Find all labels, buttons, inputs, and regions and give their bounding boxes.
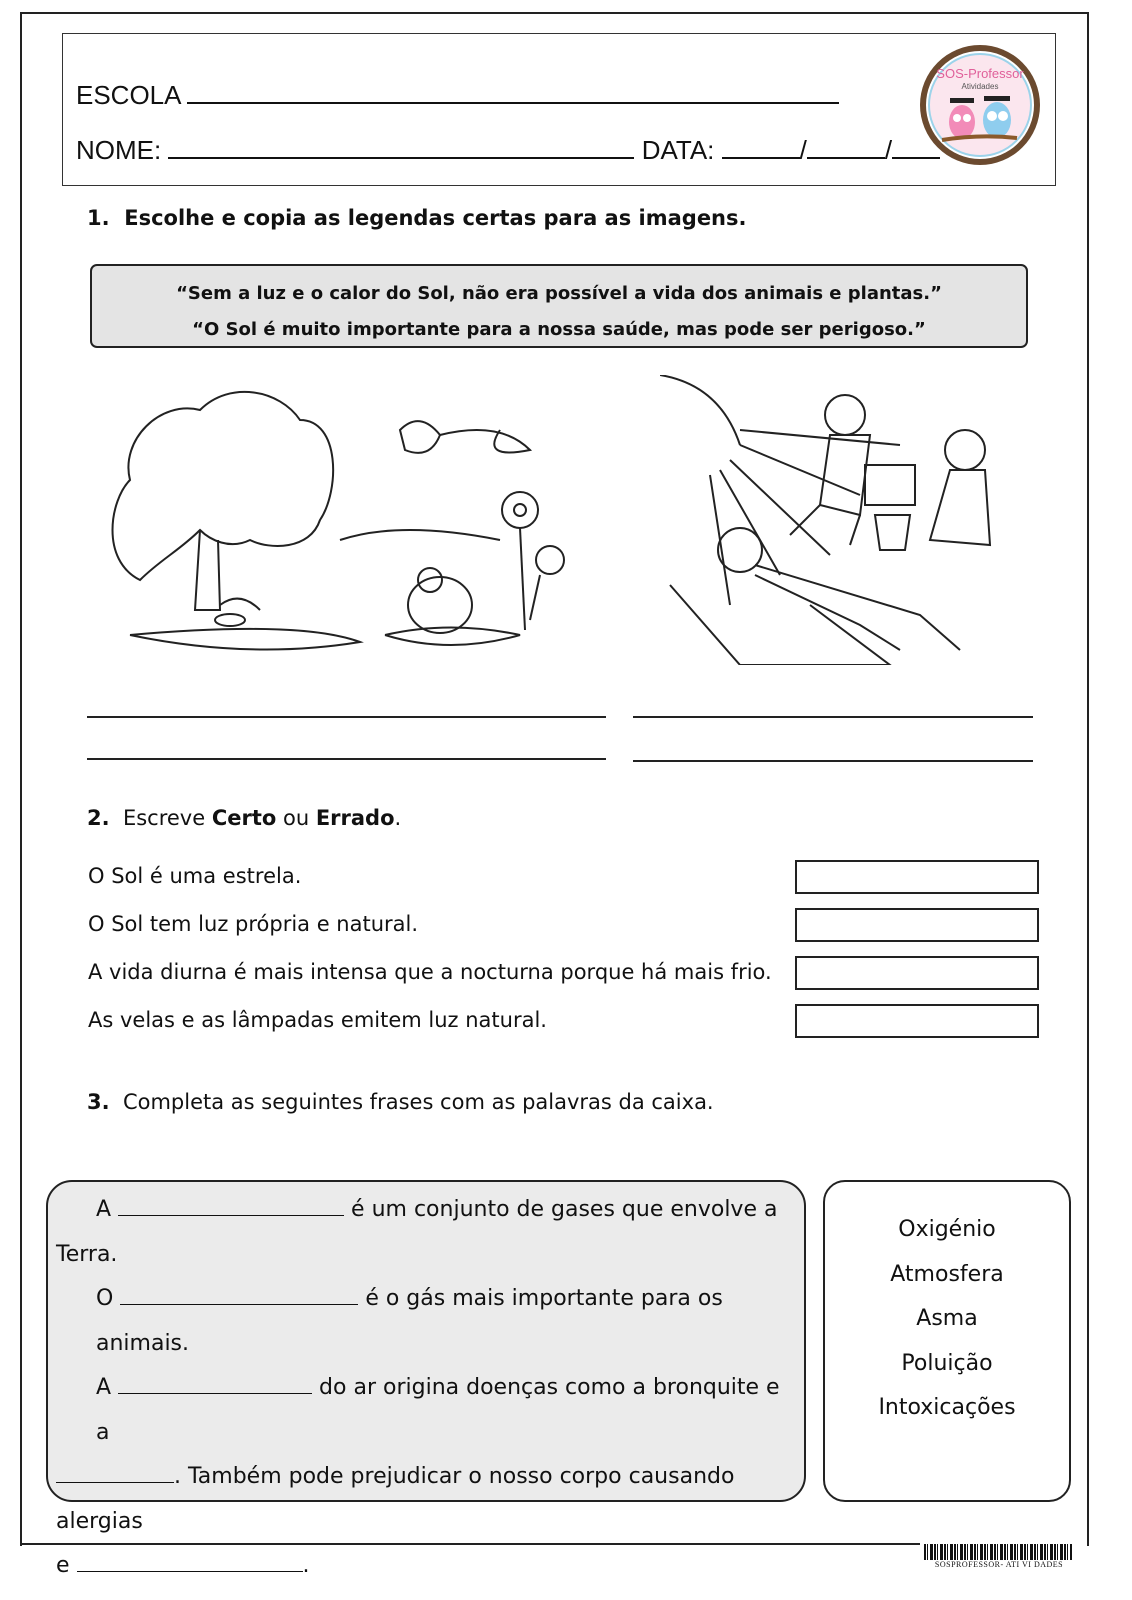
word-bank-item: Oxigénio bbox=[898, 1217, 996, 1242]
answer-box[interactable] bbox=[795, 908, 1039, 942]
blank[interactable] bbox=[118, 1190, 344, 1216]
date-label: DATA: bbox=[641, 135, 715, 165]
fill-in-sentences-box: A é um conjunto de gases que envolve a Terra. O é o gás mais importante para os animais. A do ar origina doenças como a bronquite e a . Também pode prejudicar o nosso corpo causando alergias e . bbox=[46, 1180, 806, 1502]
answer-line[interactable] bbox=[87, 716, 606, 718]
name-label: NOME: bbox=[76, 135, 162, 165]
name-field[interactable]: NOME: DATA: / / bbox=[76, 135, 940, 166]
caption-option: “O Sol é muito importante para a nossa saúde, mas pode ser perigoso.” bbox=[192, 319, 926, 340]
barcode-text: SOSPROFESSOR- ATI VI DADES bbox=[934, 1560, 1064, 1569]
answer-line[interactable] bbox=[87, 758, 606, 760]
blank[interactable] bbox=[120, 1279, 358, 1305]
nature-illustration bbox=[100, 380, 590, 670]
q2-title: 2. Escreve Certo ou Errado. bbox=[87, 806, 402, 830]
statement: A vida diurna é mais intensa que a nocturna porque há mais frio. bbox=[88, 960, 772, 984]
q1-title: 1. Escolhe e copia as legendas certas para as imagens. bbox=[87, 206, 747, 230]
statement: O Sol tem luz própria e natural. bbox=[88, 912, 419, 936]
blank[interactable] bbox=[118, 1368, 312, 1394]
word-bank-item: Intoxicações bbox=[878, 1395, 1016, 1420]
beach-sun-illustration bbox=[660, 375, 1005, 665]
word-bank-item: Asma bbox=[916, 1306, 978, 1331]
word-bank-item: Atmosfera bbox=[890, 1261, 1004, 1287]
answer-line[interactable] bbox=[633, 716, 1033, 718]
sos-professor-logo bbox=[917, 42, 1043, 168]
caption-options-box bbox=[90, 264, 1028, 348]
q3-title: 3. Completa as seguintes frases com as palavras da caixa. bbox=[87, 1090, 714, 1114]
word-bank-box bbox=[823, 1180, 1071, 1502]
answer-box[interactable] bbox=[795, 860, 1039, 894]
blank[interactable] bbox=[77, 1546, 303, 1572]
answer-box[interactable] bbox=[795, 956, 1039, 990]
caption-option: “Sem a luz e o calor do Sol, não era possível a vida dos animais e plantas.” bbox=[176, 283, 942, 304]
word-bank-item: Poluição bbox=[901, 1350, 993, 1376]
answer-line[interactable] bbox=[633, 760, 1033, 762]
statement: O Sol é uma estrela. bbox=[88, 864, 302, 888]
blank[interactable] bbox=[56, 1457, 174, 1483]
school-label: ESCOLA bbox=[76, 80, 181, 110]
school-field[interactable] bbox=[76, 80, 839, 111]
barcode bbox=[924, 1544, 1072, 1560]
svg-text:SOS-Professor: SOS-Professor bbox=[936, 66, 1024, 81]
answer-box[interactable] bbox=[795, 1004, 1039, 1038]
statement: As velas e as lâmpadas emitem luz natural. bbox=[88, 1008, 547, 1032]
svg-text:Atividades: Atividades bbox=[961, 82, 999, 91]
